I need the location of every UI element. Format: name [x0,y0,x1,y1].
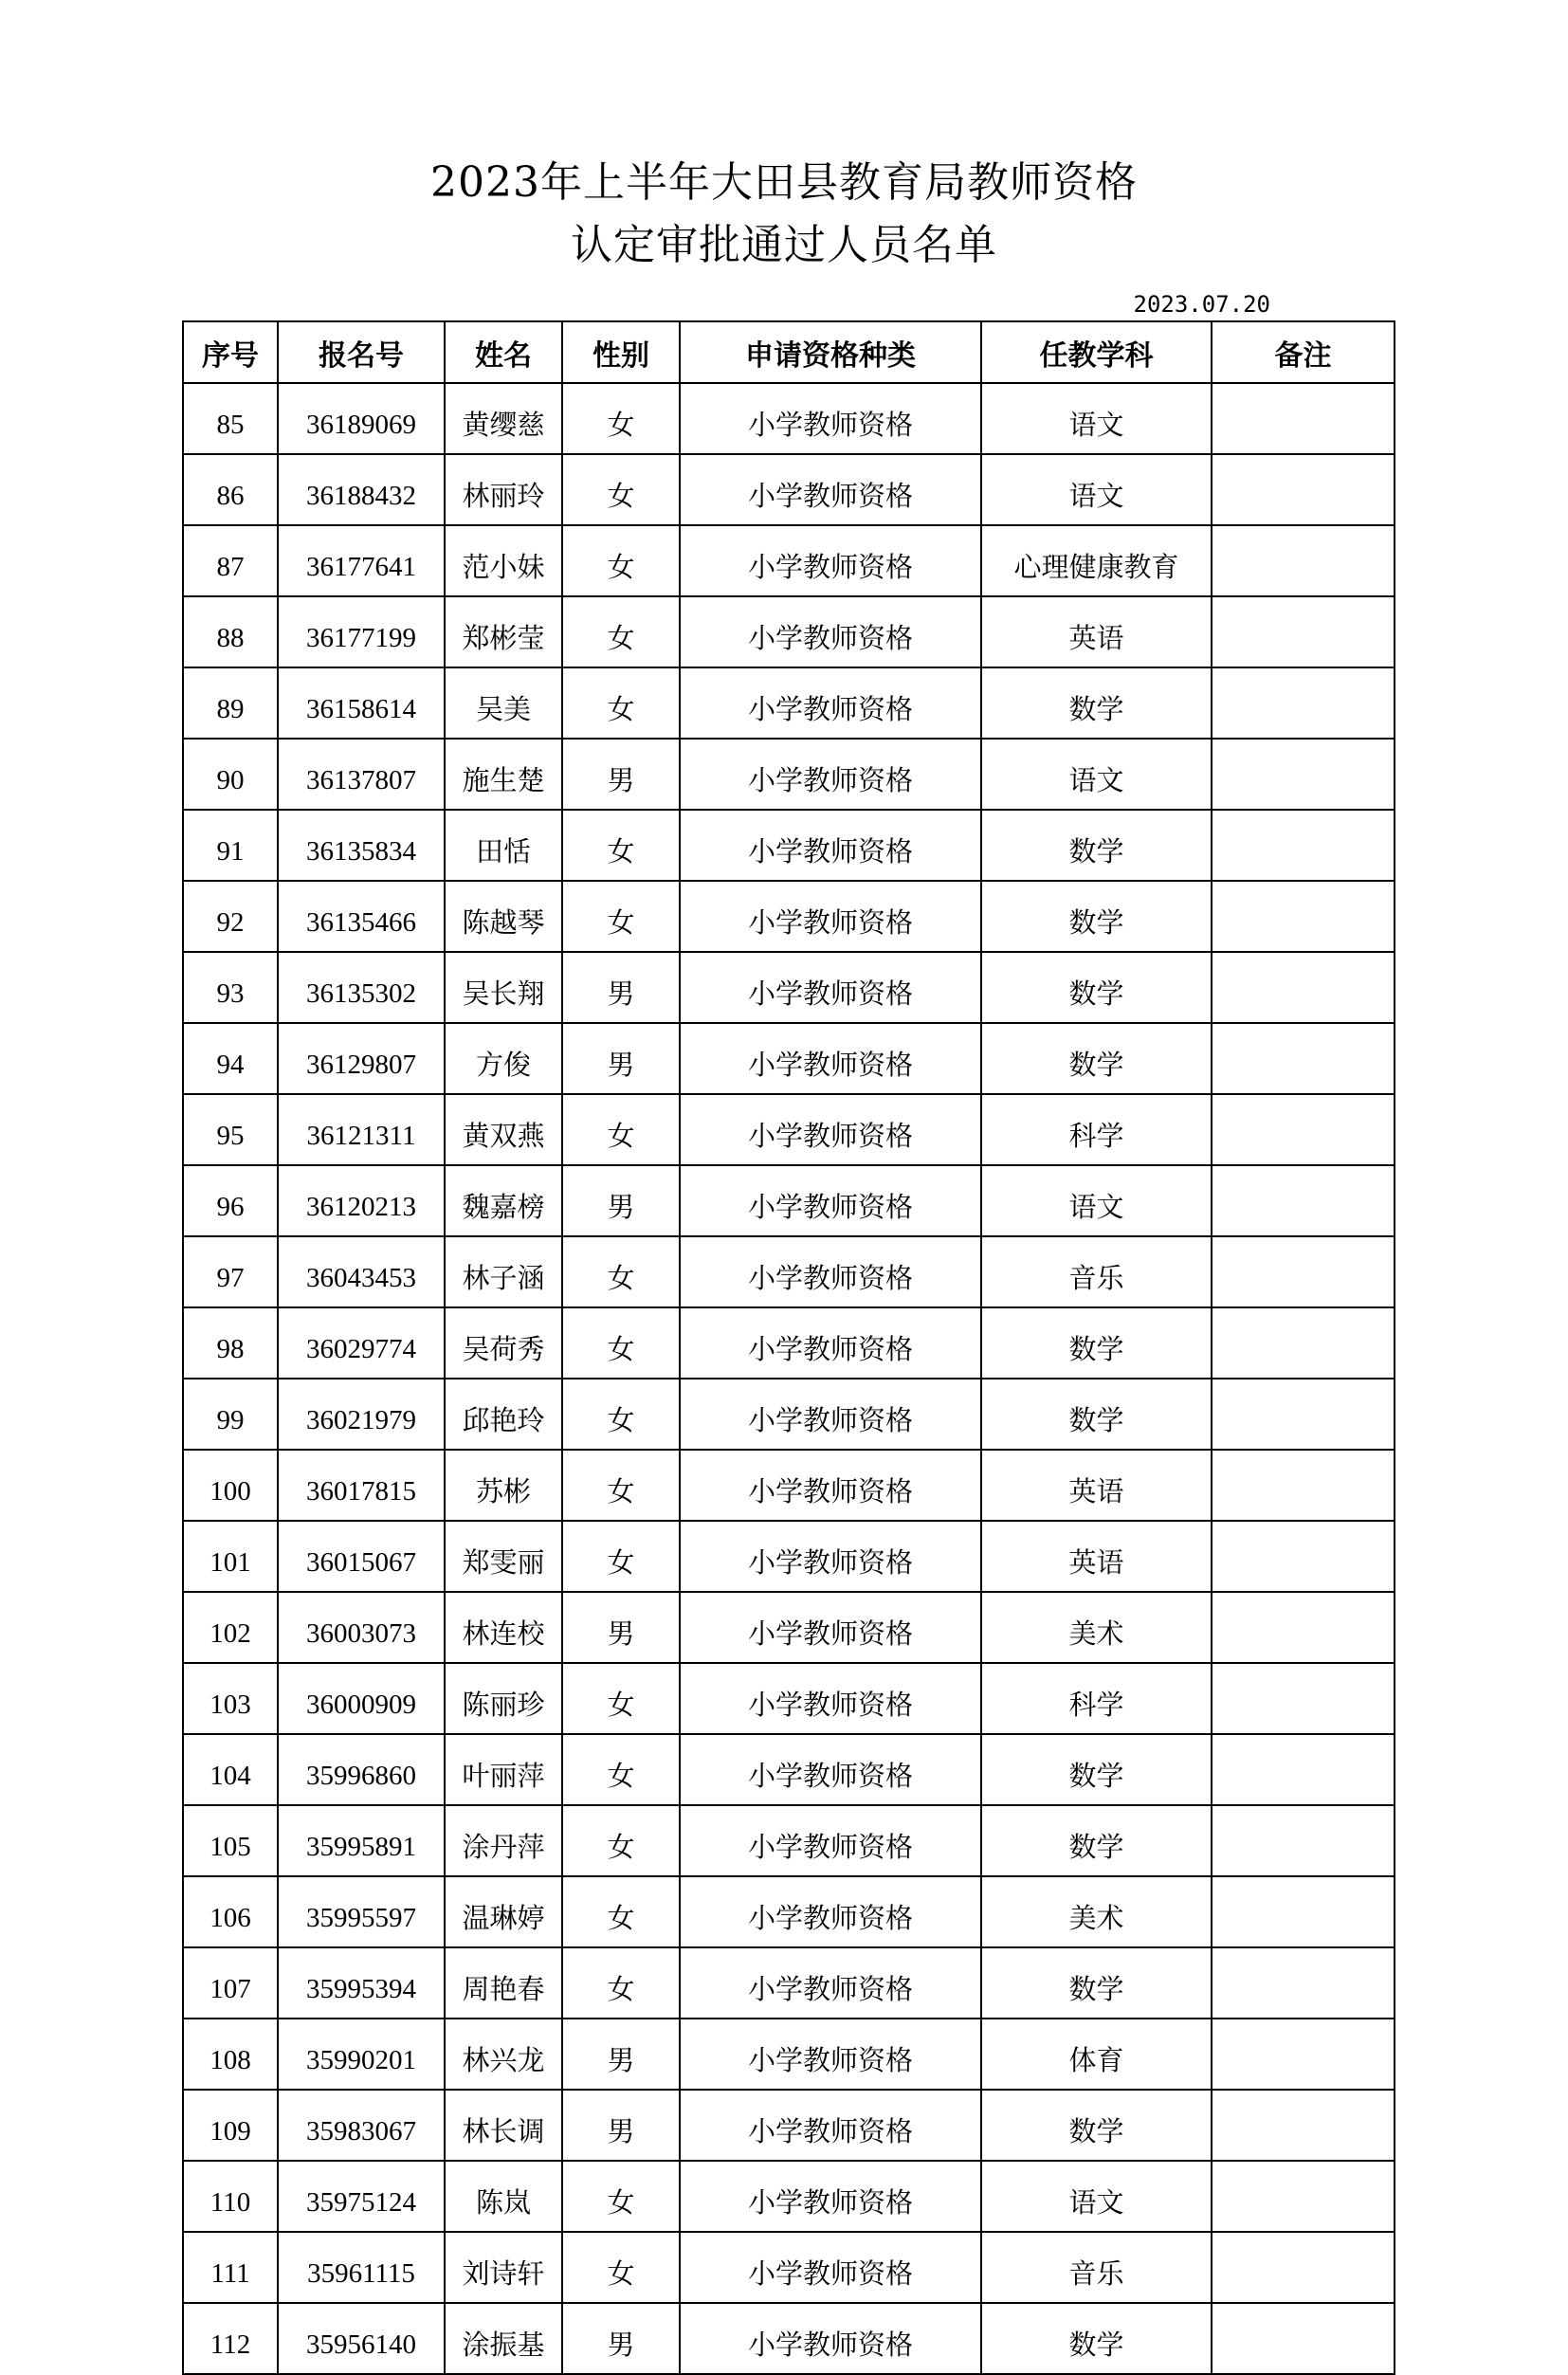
cell-name: 吴美 [445,667,562,739]
table-header [183,321,1395,383]
cell-name: 吴荷秀 [445,1307,562,1379]
header-serial: 序号 [183,321,278,383]
cell-serial: 94 [183,1023,278,1094]
cell-registration-number: 35956140 [278,2303,445,2374]
cell-registration-number: 36003073 [278,1592,445,1663]
cell-registration-number: 35961115 [278,2232,445,2303]
cell-remarks [1212,1023,1395,1094]
cell-gender: 男 [562,1023,680,1094]
cell-name: 苏彬 [445,1450,562,1521]
cell-subject: 语文 [981,383,1212,454]
cell-registration-number: 36135302 [278,952,445,1023]
cell-name: 叶丽萍 [445,1734,562,1805]
header-subject: 任教学科 [981,321,1212,383]
cell-subject: 数学 [981,1307,1212,1379]
cell-gender: 女 [562,667,680,739]
cell-qualification-type: 小学教师资格 [680,810,981,881]
cell-subject: 科学 [981,1094,1212,1165]
cell-qualification-type: 小学教师资格 [680,881,981,952]
cell-qualification-type: 小学教师资格 [680,1307,981,1379]
table-row [183,2090,1395,2161]
cell-gender: 女 [562,383,680,454]
cell-qualification-type: 小学教师资格 [680,1236,981,1307]
table-row [183,1094,1395,1165]
cell-gender: 女 [562,1236,680,1307]
cell-serial: 102 [183,1592,278,1663]
cell-qualification-type: 小学教师资格 [680,2232,981,2303]
cell-registration-number: 35983067 [278,2090,445,2161]
cell-remarks [1212,952,1395,1023]
cell-qualification-type: 小学教师资格 [680,1805,981,1876]
cell-registration-number: 36120213 [278,1165,445,1236]
table-row [183,810,1395,881]
cell-remarks [1212,667,1395,739]
cell-remarks [1212,525,1395,596]
cell-name: 黄双燕 [445,1094,562,1165]
cell-serial: 112 [183,2303,278,2374]
cell-name: 林丽玲 [445,454,562,525]
cell-gender: 女 [562,810,680,881]
cell-serial: 109 [183,2090,278,2161]
cell-qualification-type: 小学教师资格 [680,1947,981,2019]
cell-registration-number: 36015067 [278,1521,445,1592]
cell-qualification-type: 小学教师资格 [680,1450,981,1521]
cell-serial: 95 [183,1094,278,1165]
cell-remarks [1212,1521,1395,1592]
cell-remarks [1212,2019,1395,2090]
cell-gender: 女 [562,2161,680,2232]
header-qualification-type: 申请资格种类 [680,321,981,383]
cell-serial: 99 [183,1379,278,1450]
cell-remarks [1212,2303,1395,2374]
cell-gender: 女 [562,525,680,596]
cell-subject: 数学 [981,1379,1212,1450]
cell-qualification-type: 小学教师资格 [680,1734,981,1805]
cell-subject: 数学 [981,810,1212,881]
cell-serial: 88 [183,596,278,667]
table-row [183,2303,1395,2374]
cell-subject: 英语 [981,1521,1212,1592]
cell-name: 陈岚 [445,2161,562,2232]
cell-qualification-type: 小学教师资格 [680,2161,981,2232]
cell-name: 涂振基 [445,2303,562,2374]
cell-qualification-type: 小学教师资格 [680,952,981,1023]
table-row [183,2232,1395,2303]
table-row [183,1876,1395,1947]
cell-remarks [1212,1094,1395,1165]
cell-remarks [1212,1734,1395,1805]
cell-serial: 101 [183,1521,278,1592]
cell-gender: 女 [562,1450,680,1521]
cell-registration-number: 35975124 [278,2161,445,2232]
cell-name: 郑彬莹 [445,596,562,667]
table-row [183,1165,1395,1236]
cell-serial: 104 [183,1734,278,1805]
cell-remarks [1212,1947,1395,2019]
cell-name: 涂丹萍 [445,1805,562,1876]
cell-serial: 105 [183,1805,278,1876]
table-row [183,952,1395,1023]
cell-gender: 女 [562,1307,680,1379]
cell-qualification-type: 小学教师资格 [680,1094,981,1165]
cell-subject: 数学 [981,1805,1212,1876]
cell-gender: 男 [562,2019,680,2090]
cell-registration-number: 36129807 [278,1023,445,1094]
cell-serial: 103 [183,1663,278,1734]
document-date: 2023.07.20 [1133,291,1270,318]
cell-remarks [1212,2090,1395,2161]
cell-gender: 女 [562,1734,680,1805]
table-row [183,1734,1395,1805]
cell-qualification-type: 小学教师资格 [680,1876,981,1947]
cell-serial: 87 [183,525,278,596]
table-row [183,667,1395,739]
table-body [183,383,1395,2374]
cell-subject: 数学 [981,1023,1212,1094]
cell-subject: 美术 [981,1592,1212,1663]
cell-subject: 数学 [981,667,1212,739]
cell-remarks [1212,739,1395,810]
cell-gender: 女 [562,1805,680,1876]
cell-serial: 111 [183,2232,278,2303]
cell-subject: 音乐 [981,2232,1212,2303]
cell-name: 林兴龙 [445,2019,562,2090]
cell-serial: 92 [183,881,278,952]
cell-serial: 85 [183,383,278,454]
cell-qualification-type: 小学教师资格 [680,1165,981,1236]
cell-registration-number: 36021979 [278,1379,445,1450]
cell-registration-number: 36121311 [278,1094,445,1165]
cell-qualification-type: 小学教师资格 [680,1521,981,1592]
cell-qualification-type: 小学教师资格 [680,2019,981,2090]
table-row [183,739,1395,810]
cell-subject: 英语 [981,596,1212,667]
cell-name: 魏嘉榜 [445,1165,562,1236]
cell-subject: 数学 [981,952,1212,1023]
cell-gender: 男 [562,2303,680,2374]
table-row [183,1805,1395,1876]
header-registration-number: 报名号 [278,321,445,383]
cell-gender: 女 [562,1521,680,1592]
cell-serial: 108 [183,2019,278,2090]
cell-registration-number: 36135834 [278,810,445,881]
cell-remarks [1212,2232,1395,2303]
cell-subject: 语文 [981,2161,1212,2232]
table-row [183,1379,1395,1450]
table-row [183,881,1395,952]
cell-subject: 心理健康教育 [981,525,1212,596]
cell-qualification-type: 小学教师资格 [680,525,981,596]
cell-remarks [1212,383,1395,454]
header-gender: 性别 [562,321,680,383]
cell-subject: 科学 [981,1663,1212,1734]
table-row [183,1663,1395,1734]
cell-registration-number: 35995891 [278,1805,445,1876]
cell-serial: 90 [183,739,278,810]
table-row [183,1023,1395,1094]
table-row [183,383,1395,454]
cell-serial: 89 [183,667,278,739]
cell-qualification-type: 小学教师资格 [680,667,981,739]
cell-qualification-type: 小学教师资格 [680,1663,981,1734]
cell-gender: 女 [562,881,680,952]
cell-serial: 110 [183,2161,278,2232]
cell-subject: 语文 [981,454,1212,525]
cell-registration-number: 35990201 [278,2019,445,2090]
cell-gender: 男 [562,1165,680,1236]
cell-subject: 语文 [981,739,1212,810]
cell-name: 陈丽珍 [445,1663,562,1734]
cell-qualification-type: 小学教师资格 [680,1379,981,1450]
cell-serial: 93 [183,952,278,1023]
cell-registration-number: 36158614 [278,667,445,739]
cell-qualification-type: 小学教师资格 [680,383,981,454]
table-row [183,596,1395,667]
cell-subject: 音乐 [981,1236,1212,1307]
table-row [183,454,1395,525]
table-row [183,2019,1395,2090]
cell-registration-number: 36029774 [278,1307,445,1379]
cell-serial: 98 [183,1307,278,1379]
cell-gender: 男 [562,1592,680,1663]
cell-registration-number: 36017815 [278,1450,445,1521]
cell-name: 范小妹 [445,525,562,596]
cell-gender: 男 [562,2090,680,2161]
cell-gender: 女 [562,596,680,667]
cell-remarks [1212,1450,1395,1521]
cell-remarks [1212,596,1395,667]
cell-registration-number: 35995394 [278,1947,445,2019]
cell-qualification-type: 小学教师资格 [680,454,981,525]
cell-name: 林连校 [445,1592,562,1663]
cell-gender: 女 [562,1094,680,1165]
title-line-1: 2023年上半年大田县教育局教师资格 [430,158,1138,207]
cell-remarks [1212,1165,1395,1236]
cell-registration-number: 35995597 [278,1876,445,1947]
roster-table [182,320,1395,2375]
table-row [183,1236,1395,1307]
table-row [183,1592,1395,1663]
cell-remarks [1212,454,1395,525]
cell-qualification-type: 小学教师资格 [680,1023,981,1094]
cell-registration-number: 35996860 [278,1734,445,1805]
cell-subject: 语文 [981,1165,1212,1236]
cell-registration-number: 36177641 [278,525,445,596]
cell-registration-number: 36043453 [278,1236,445,1307]
cell-registration-number: 36177199 [278,596,445,667]
cell-registration-number: 36188432 [278,454,445,525]
cell-gender: 男 [562,739,680,810]
cell-remarks [1212,1876,1395,1947]
cell-serial: 97 [183,1236,278,1307]
cell-serial: 91 [183,810,278,881]
cell-remarks [1212,1805,1395,1876]
cell-subject: 数学 [981,881,1212,952]
table-row [183,1947,1395,2019]
cell-remarks [1212,1236,1395,1307]
cell-name: 陈越琴 [445,881,562,952]
cell-gender: 女 [562,1876,680,1947]
title-line-2: 认定审批通过人员名单 [571,221,997,269]
cell-subject: 数学 [981,2090,1212,2161]
cell-serial: 100 [183,1450,278,1521]
cell-remarks [1212,2161,1395,2232]
cell-serial: 86 [183,454,278,525]
cell-gender: 女 [562,1663,680,1734]
cell-name: 温琳婷 [445,1876,562,1947]
cell-name: 林子涵 [445,1236,562,1307]
cell-subject: 数学 [981,1734,1212,1805]
table-row [183,525,1395,596]
cell-remarks [1212,1379,1395,1450]
table-row [183,1450,1395,1521]
cell-gender: 女 [562,1379,680,1450]
table-row [183,1307,1395,1379]
header-remarks: 备注 [1212,321,1395,383]
cell-name: 田恬 [445,810,562,881]
cell-qualification-type: 小学教师资格 [680,2303,981,2374]
cell-subject: 英语 [981,1450,1212,1521]
cell-remarks [1212,1307,1395,1379]
cell-registration-number: 36189069 [278,383,445,454]
cell-gender: 女 [562,454,680,525]
header-name: 姓名 [445,321,562,383]
cell-name: 施生楚 [445,739,562,810]
cell-subject: 美术 [981,1876,1212,1947]
table-row [183,1521,1395,1592]
cell-name: 刘诗轩 [445,2232,562,2303]
cell-registration-number: 36000909 [278,1663,445,1734]
cell-gender: 男 [562,952,680,1023]
cell-registration-number: 36135466 [278,881,445,952]
cell-name: 郑雯丽 [445,1521,562,1592]
cell-remarks [1212,881,1395,952]
cell-subject: 数学 [981,2303,1212,2374]
cell-remarks [1212,1592,1395,1663]
cell-registration-number: 36137807 [278,739,445,810]
cell-serial: 106 [183,1876,278,1947]
cell-remarks [1212,810,1395,881]
document-title [0,152,1568,277]
cell-subject: 数学 [981,1947,1212,2019]
cell-gender: 女 [562,2232,680,2303]
cell-qualification-type: 小学教师资格 [680,596,981,667]
cell-name: 方俊 [445,1023,562,1094]
cell-name: 吴长翔 [445,952,562,1023]
cell-gender: 女 [562,1947,680,2019]
cell-serial: 107 [183,1947,278,2019]
cell-serial: 96 [183,1165,278,1236]
cell-name: 周艳春 [445,1947,562,2019]
header-row [183,321,1395,383]
cell-name: 黄缨慈 [445,383,562,454]
cell-qualification-type: 小学教师资格 [680,739,981,810]
cell-qualification-type: 小学教师资格 [680,2090,981,2161]
cell-name: 邱艳玲 [445,1379,562,1450]
cell-subject: 体育 [981,2019,1212,2090]
cell-remarks [1212,1663,1395,1734]
cell-name: 林长调 [445,2090,562,2161]
cell-qualification-type: 小学教师资格 [680,1592,981,1663]
table-row [183,2161,1395,2232]
